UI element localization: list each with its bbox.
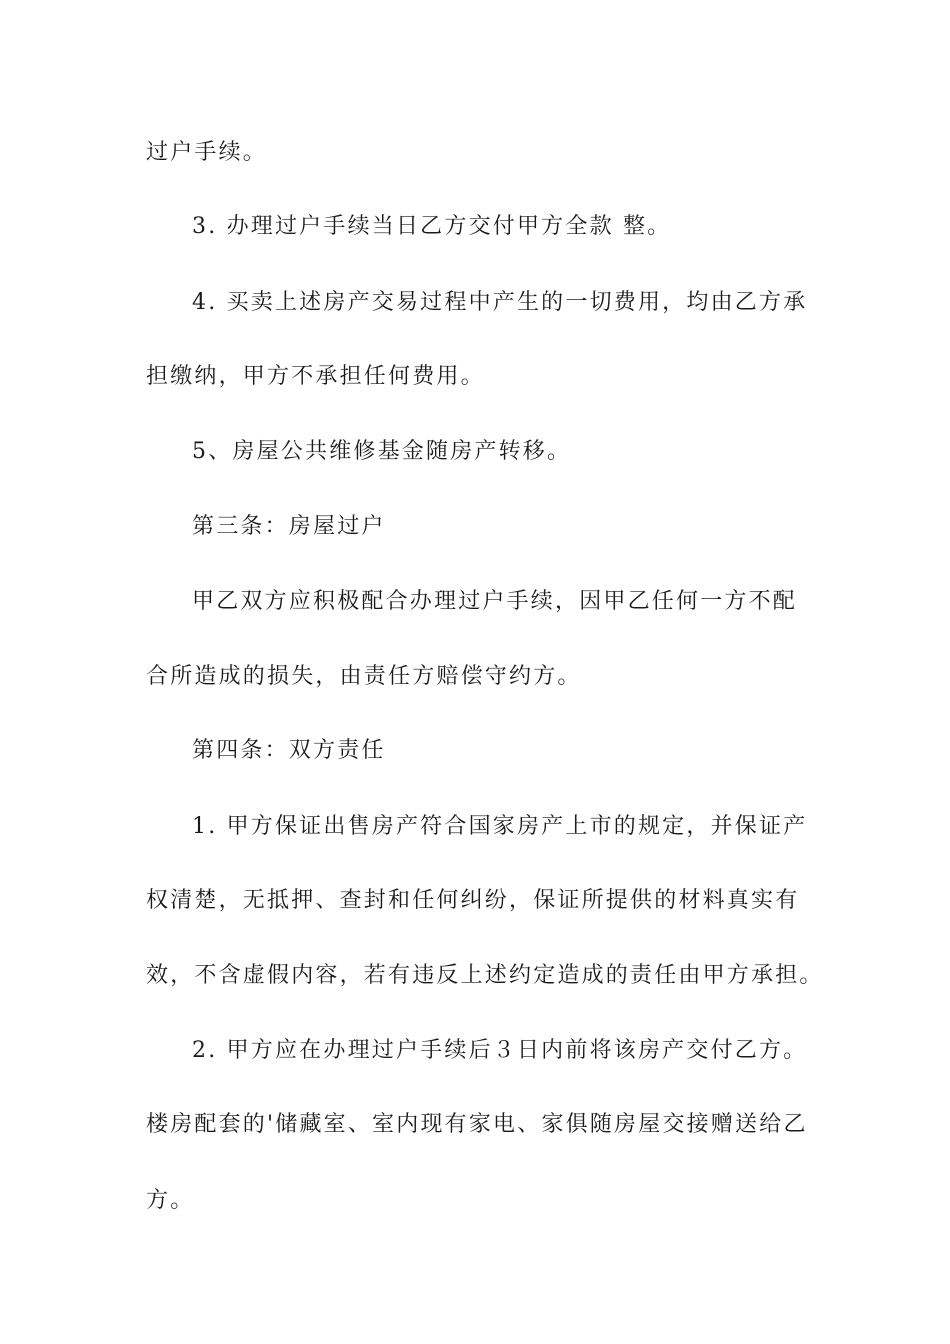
text-line-9: 权清楚，无抵押、查封和任何纠纷，保证所提供的材料真实有 xyxy=(146,888,800,913)
text-line-2: 3. 办理过户手续当日乙方交付甲方全款 整。 xyxy=(192,214,672,239)
text-line-5: 5、房屋公共维修基金随房产转移。 xyxy=(192,439,572,464)
text-line-13: 方。 xyxy=(146,1188,195,1213)
text-line-11: 2. 甲方应在办理过户手续后３日内前将该房产交付乙方。 xyxy=(192,1038,808,1063)
text-line-12: 楼房配套的'储藏室、室内现有家电、家俱随房屋交接赠送给乙 xyxy=(146,1112,808,1137)
text-line-6: 甲乙双方应积极配合办理过户手续，因甲乙任何一方不配 xyxy=(192,589,798,614)
section-heading-3: 第三条：房屋过户 xyxy=(192,514,386,539)
text-line-7: 合所造成的损失，由责任方赔偿守约方。 xyxy=(146,664,582,689)
text-line-1: 过户手续。 xyxy=(146,140,268,165)
section-heading-4: 第四条：双方责任 xyxy=(192,738,386,763)
text-line-4: 担缴纳，甲方不承担任何费用。 xyxy=(146,364,485,389)
text-line-10: 效，不含虚假内容，若有违反上述约定造成的责任由甲方承担。 xyxy=(146,963,824,988)
text-line-3: 4. 买卖上述房产交易过程中产生的一切费用，均由乙方承 xyxy=(192,290,808,315)
text-line-8: 1. 甲方保证出售房产符合国家房产上市的规定，并保证产 xyxy=(192,814,808,839)
